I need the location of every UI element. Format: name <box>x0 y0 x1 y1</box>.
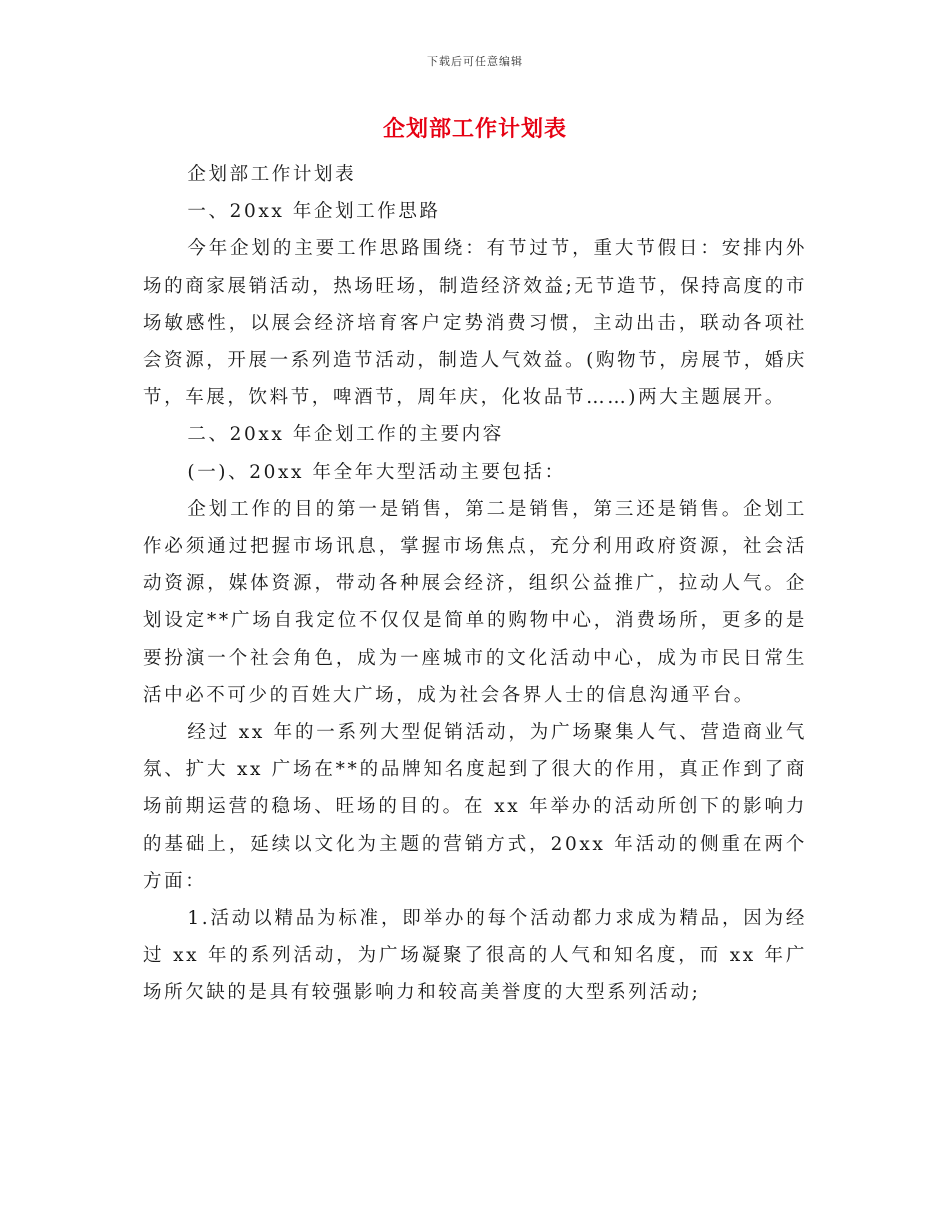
paragraph: 经过 xx 年的一系列大型促销活动，为广场聚集人气、营造商业气氛、扩大 xx 广场在**的品牌知名度起到了很大的作用，真正作到了商场前期运营的稳场、旺场的目的。在 xx 年举办的活动所创下的影响力的基础上，延续以文化为主题的营销方式，20xx 年活动的侧重在两个方面： <box>143 722 807 892</box>
section-heading: 一、20xx 年企划工作思路 <box>187 201 441 223</box>
paragraph: 企划部工作计划表 <box>187 164 357 185</box>
header-note: 下载后可任意编辑 <box>427 55 523 68</box>
paragraph: 今年企划的主要工作思路围绕：有节过节，重大节假日：安排内外场的商家展销活动，热场旺场，制造经济效益;无节造节，保持高度的市场敏感性，以展会经济培育客户定势消费习惯，主动出击，联动各项社会资源，开展一系列造节活动，制造人气效益。(购物节，房展节，婚庆节，车展，饮料节，啤酒节，周年庆，化妆品节……)两大主题展开。 <box>143 238 807 409</box>
subsection-heading: (一)、20xx 年全年大型活动主要包括： <box>187 461 566 483</box>
list-item: 1.活动以精品为标准，即举办的每个活动都力求成为精品，因为经过 xx 年的系列活动，为广场凝聚了很高的人气和知名度，而 xx 年广场所欠缺的是具有较强影响力和较高美誉度的大型系列活动; <box>143 908 807 1004</box>
document-title: 企划部工作计划表 <box>382 116 567 142</box>
document-body <box>143 156 807 1012</box>
section-heading: 二、20xx 年企划工作的主要内容 <box>187 424 504 446</box>
paragraph: 企划工作的目的第一是销售，第二是销售，第三还是销售。企划工作必须通过把握市场讯息，掌握市场焦点，充分利用政府资源，社会活动资源，媒体资源，带动各种展会经济，组织公益推广，拉动人气。企划设定**广场自我定位不仅仅是简单的购物中心，消费场所，更多的是要扮演一个社会角色，成为一座城市的文化活动中心，成为市民日常生活中必不可少的百姓大广场，成为社会各界人士的信息沟通平台。 <box>143 498 807 706</box>
